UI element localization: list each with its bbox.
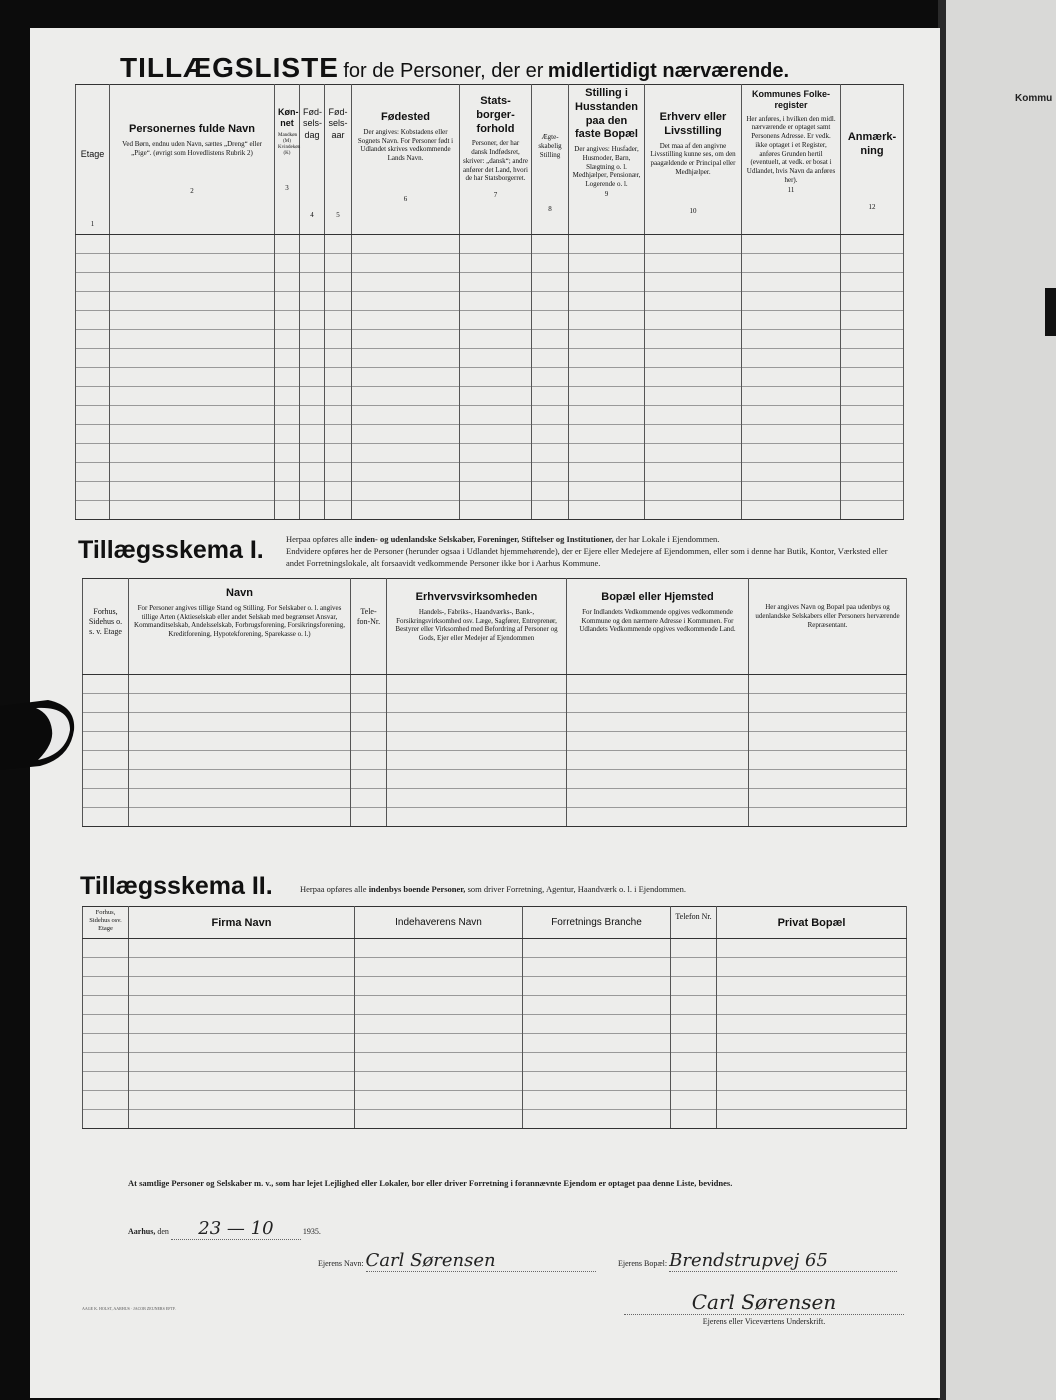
col-fodselsdag: Fød-sels-dag 4 [300, 85, 325, 235]
handwritten-owner-address: Brendstrupvej 65 [669, 1250, 897, 1272]
signature-block: Carl Sørensen Ejerens eller Viceværtens Underskrift. [624, 1290, 904, 1326]
right-page [945, 0, 1056, 1400]
s2-col-etage: Forhus, Sidehus osv. Etage [83, 907, 129, 939]
handwritten-signature: Carl Sørensen [624, 1290, 904, 1315]
col-folkeregister: Kommunes Folke-register Her anføres, i hvilken den midl. nærværende er optaget samt Personens Adresse. Er vedk. ikke optaget i et Register, anføres Grunden hertil (eventuelt, at vedk. er bosat i Udlandet, hvis Navn da anføres her). 11 [742, 85, 841, 235]
s1-col-navn: Navn For Personer angives tillige Stand og Stilling. For Selskaber o. l. angives tillige Arten (Aktieselskab eller andet Selskab med begrænset Ansvar, Kommanditselskab, Andelsselskab, Forbrugsforening, Forsikringsforening, Kreditforening, Hypotekforening, Sparekasse o. l.) [129, 579, 351, 675]
skema1-title: Tillægsskema I. [78, 536, 264, 564]
title-main: TILLÆGSLISTE [120, 52, 339, 83]
s1-col-repraesentant: Her angives Navn og Bopæl paa udenbys og udenlandske Selskabers eller Personers herværende Repræsentant. [749, 579, 907, 675]
col-husstand: Stilling i Husstanden paa den faste Bopæl Der angives: Husfader, Husmoder, Barn, Slægtning o. l. Medhjælper, Pensionær, Logerende o. l. 9 [569, 85, 645, 235]
col-navn: Personernes fulde Navn Ved Børn, endnu uden Navn, sættes „Dreng“ eller „Pige“. (øvrigt som Hovedlistens Rubrik 2) 2 [110, 85, 275, 235]
col-anmaerkning: Anmærk-ning 12 [841, 85, 904, 235]
s1-col-bopael: Bopæl eller Hjemsted For Indlandets Vedkommende opgives vedkommende Kommune og den nærmere Adresse i Kommunen. For Udlandets Vedkommende opgives vedkommende Land. [567, 579, 749, 675]
s2-col-firma: Firma Navn [129, 907, 355, 939]
binder-clip-icon [0, 700, 78, 770]
skema2-note: Herpaa opføres alle indenbys boende Personer, som driver Forretning, Agentur, Haandværk o. l. i Ejendommen. [300, 884, 687, 894]
right-page-header: Kommu [1015, 93, 1053, 104]
place: Aarhus, [128, 1227, 156, 1236]
printer-mark: AAGE K. HOLST, AARHUS · JACOB ZEUNERS EFTF. [82, 1306, 176, 1311]
s1-col-erhverv: Erhvervsvirksomheden Handels-, Fabriks-, Haandværks-, Bank-, Forsikringsvirksomhed osv. Læge, Sagfører, Entreprenør, Bestyrer eller Virksomhed med Befordring af Personer og Gods, Ejer eller Medejer af Ejendommen [387, 579, 567, 675]
title-bold: midlertidigt nærværende. [547, 60, 790, 82]
skema2-title: Tillægsskema II. [80, 872, 273, 900]
page-title [120, 52, 789, 84]
right-page-tab [1045, 288, 1056, 336]
col-etage: Etage 1 [76, 85, 110, 235]
s2-col-privat-bopael: Privat Bopæl [717, 907, 907, 939]
s2-col-indehaver: Indehaverens Navn [355, 907, 523, 939]
col-statsborger: Stats-borger-forhold Personer, der har dansk Indfødsret, skriver: „dansk“; andre anfører det Land, hvori de har Statsborgerret. 7 [460, 85, 532, 235]
s2-col-telefon: Telefon Nr. [671, 907, 717, 939]
owner-name-line: Ejerens Navn: Carl Sørensen [318, 1250, 596, 1272]
col-fodested: Fødested Der angives: Kobstadens eller Sognets Navn. For Personer født i Udlandet skrives vedkommende Lands Navn. 6 [352, 85, 460, 235]
certification-text: At samtlige Personer og Selskaber m. v., som har lejet Lejlighed eller Lokaler, bor eller driver Forretning i forannævnte Ejendom er optaget paa denne Liste, bevidnes. [128, 1178, 733, 1188]
s1-col-etage: Forhus, Sidehus o. s. v. Etage [83, 579, 129, 675]
col-erhverv: Erhverv eller Livsstilling Det maa af den angivne Livsstilling kunne ses, om den paagældende er Principal eller Medhjælper. 10 [645, 85, 742, 235]
title-part1: for de Personer, der er [343, 60, 544, 82]
handwritten-owner-name: Carl Sørensen [366, 1250, 596, 1272]
date-line: Aarhus, den 23 — 10 1935. [128, 1218, 321, 1239]
s2-col-branche: Forretnings Branche [523, 907, 671, 939]
skema1-note: Herpaa opføres alle inden- og udenlandske Selskaber, Foreninger, Stiftelser og Institutioner, der har Lokale i Ejendommen. Endvidere opføres her de Personer (herunder ogsaa i Udlandet hjemmehørende), der er Ejere eller Medejere af Ejendommen, eller som i denne har Butik, Kontor, Værksted eller andet Forretningslokale, alt forsaavidt vedkommende Personer ikke bor i Aarhus Kommune. [286, 534, 888, 568]
owner-address-line: Ejerens Bopæl: Brendstrupvej 65 [618, 1250, 897, 1272]
skema2-table [82, 906, 907, 1129]
handwritten-date: 23 — 10 [171, 1218, 301, 1240]
tillaegsliste-table [75, 84, 904, 520]
s1-col-telefon: Tele-fon-Nr. [351, 579, 387, 675]
col-konnet: Køn-net Mandkøn (M) Kvindekøn (K) 3 [275, 85, 300, 235]
year: 1935. [302, 1227, 321, 1236]
skema1-table [82, 578, 907, 827]
col-fodselsaar: Fød-sels-aar 5 [325, 85, 352, 235]
col-aegteskab: Ægte-skabelig Stilling 8 [532, 85, 569, 235]
